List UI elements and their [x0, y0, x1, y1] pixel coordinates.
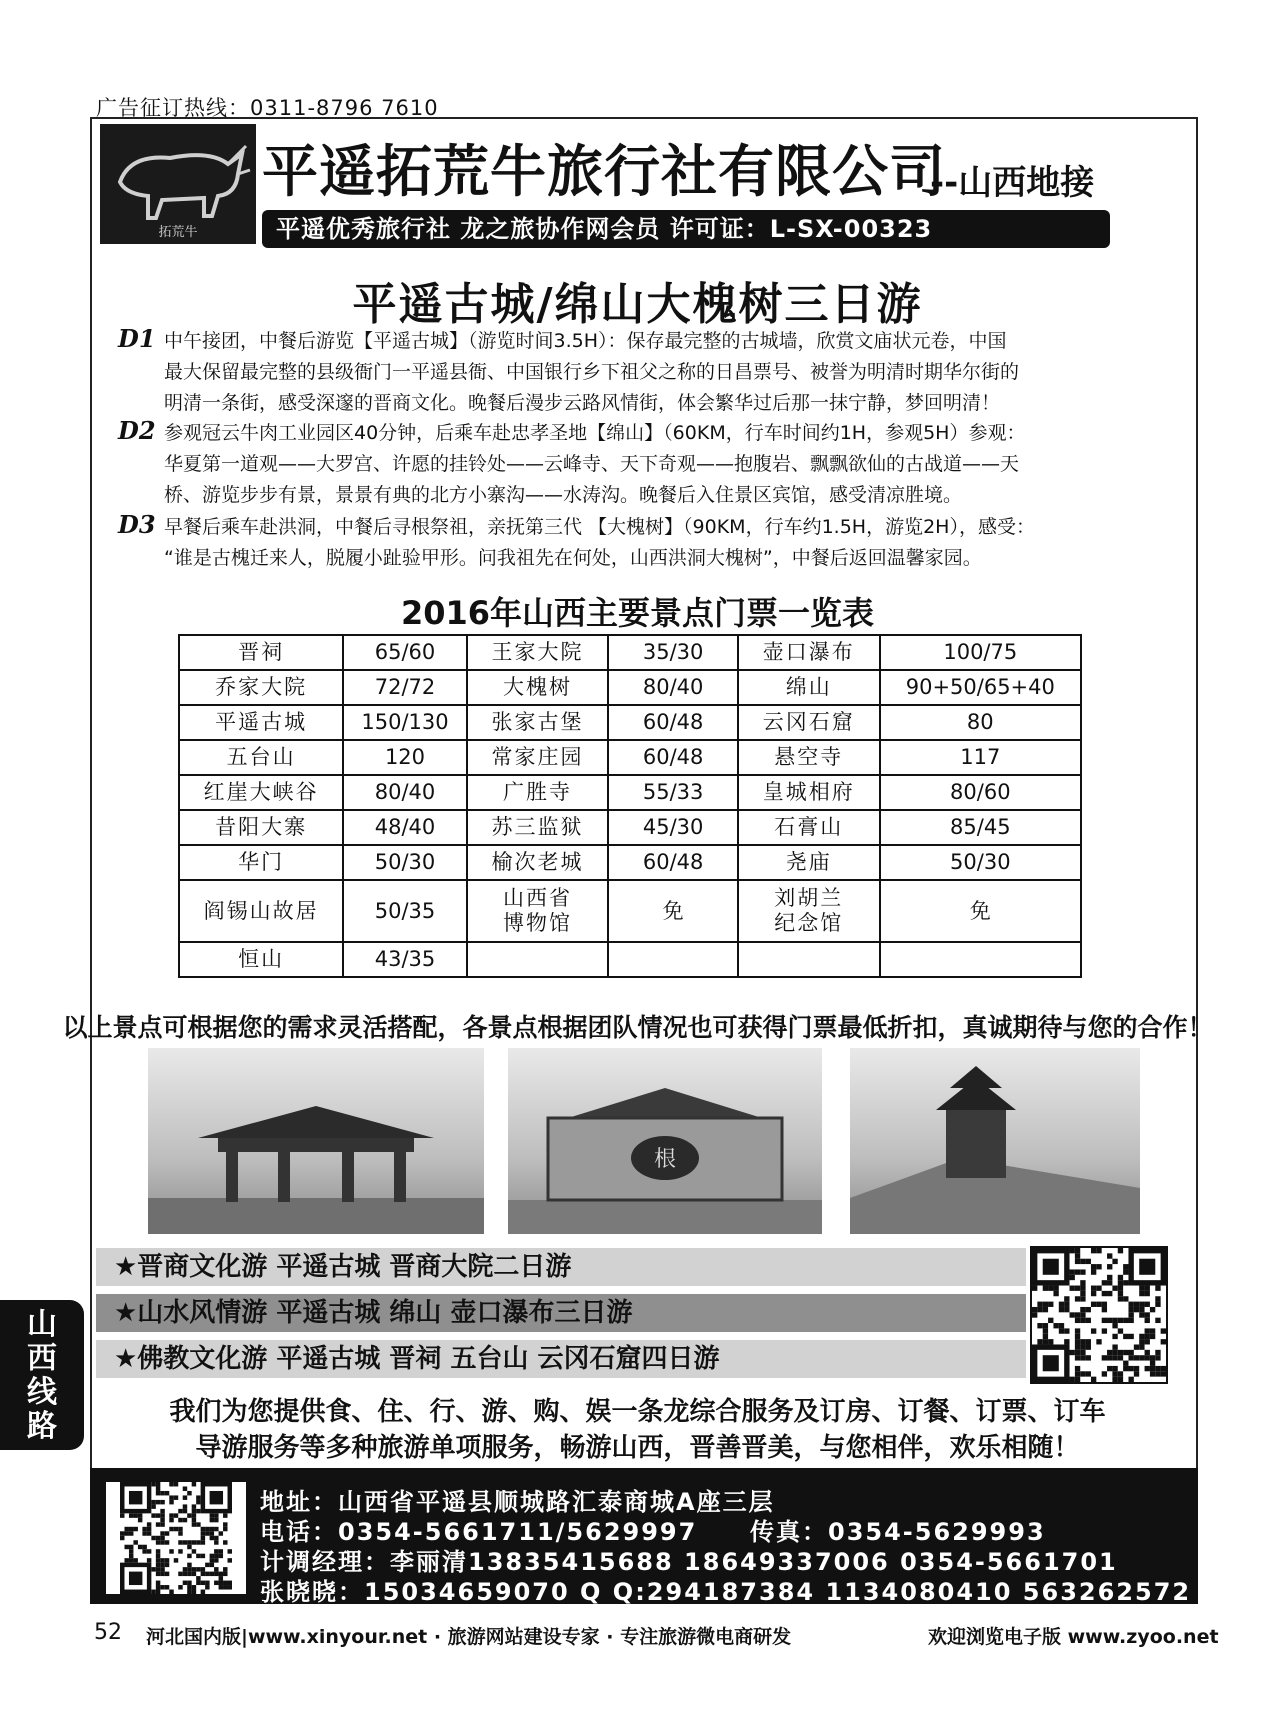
attraction-name: 华门: [179, 845, 343, 880]
ticket-price: 80: [880, 705, 1081, 740]
day-3-itinerary: [118, 512, 1178, 574]
tour-title: 平遥古城/绵山大槐树三日游: [352, 279, 923, 330]
ticket-price: 80/60: [880, 775, 1081, 810]
attraction-name: 阎锡山故居: [179, 880, 343, 942]
attraction-name: 张家古堡: [467, 705, 609, 740]
attraction-name: 大槐树: [467, 670, 609, 705]
attraction-name: 恒山: [179, 942, 343, 977]
ticket-price: 免: [608, 880, 737, 942]
attraction-name: 云冈石窟: [738, 705, 880, 740]
contact-fax: 传真：0354-5629993: [750, 1518, 1046, 1546]
qr-code-icon: [1030, 1246, 1168, 1384]
ticket-price: [608, 942, 737, 977]
attraction-name: 山西省 博物馆: [467, 880, 609, 942]
table-row: [179, 775, 1081, 810]
day-line: 桥、游览步步有景，景景有典的北方小寨沟——水涛沟。晚餐后入住景区宾馆，感受清凉胜境。: [164, 484, 963, 506]
logo-caption: 拓荒牛: [158, 225, 198, 240]
day-tag: D2: [118, 416, 156, 445]
svg-text:根: 根: [653, 1147, 677, 1172]
attraction-name: [467, 942, 609, 977]
day-line: 华夏第一道观——大罗宫、许愿的挂铃处——云峰寺、天下奇观——抱腹岩、飘飘欲仙的古战道——天: [164, 453, 1020, 475]
ticket-price: 80/40: [608, 670, 737, 705]
attraction-name: 昔阳大寨: [179, 810, 343, 845]
attraction-name: 皇城相府: [738, 775, 880, 810]
attraction-name: 刘胡兰 纪念馆: [738, 880, 880, 942]
tab-char: 山: [27, 1307, 57, 1342]
ticket-price: 60/48: [608, 740, 737, 775]
ticket-price: 60/48: [608, 705, 737, 740]
attraction-name: 红崖大峡谷: [179, 775, 343, 810]
ticket-price: 60/48: [608, 845, 737, 880]
day-line: 参观冠云牛肉工业园区40分钟，后乘车赴忠孝圣地【绵山】（60KM，行车时间约1H，参观5H）参观：: [164, 422, 1026, 444]
ticket-price: 90+50/65+40: [880, 670, 1081, 705]
footer-ebook-link[interactable]: 欢迎浏览电子版 www.zyoo.net: [928, 1626, 1219, 1648]
table-row: [179, 845, 1081, 880]
tab-char: 线: [27, 1375, 57, 1410]
section-tab-shanxi-routes: [0, 1300, 84, 1450]
contact-manager: 计调经理：李丽清13835415688 18649337006 0354-5661701: [260, 1548, 1118, 1576]
table-row: [179, 635, 1081, 670]
day-line: 明清一条街，感受深邃的晋商文化。晚餐后漫步云路风情街，体会繁华过后那一抹宁静，梦回明清！: [164, 392, 1001, 414]
attraction-name: 晋祠: [179, 635, 343, 670]
tab-char: 路: [27, 1409, 57, 1444]
ticket-price: 55/33: [608, 775, 737, 810]
route-buddhist-culture-tour: ★佛教文化游 平遥古城 晋祠 五台山 云冈石窟四日游: [96, 1340, 1026, 1378]
service-line: 我们为您提供食、住、行、游、购、娱一条龙综合服务及订房、订餐、订票、订车: [169, 1397, 1106, 1427]
attraction-name: 壶口瀑布: [738, 635, 880, 670]
bull-icon: [100, 124, 256, 224]
attraction-name: 常家庄园: [467, 740, 609, 775]
service-line: 导游服务等多种旅游单项服务，畅游山西，晋善晋美，与您相伴，欢乐相随！: [195, 1433, 1080, 1463]
service-statement: [0, 1394, 1275, 1466]
combination-note: 以上景点可根据您的需求灵活搭配，各景点根据团队情况也可获得门票最低折扣，真诚期待与您的合作！: [62, 1013, 1213, 1042]
attraction-name: 石膏山: [738, 810, 880, 845]
ticket-price: 150/130: [343, 705, 466, 740]
attraction-name: 榆次老城: [467, 845, 609, 880]
page-number: 52: [94, 1620, 122, 1645]
day-line: 早餐后乘车赴洪洞，中餐后寻根祭祖，亲抚第三代 【大槐树】（90KM，行车约1.5H，游览2H），感受：: [164, 516, 1035, 538]
ticket-price: 65/60: [343, 635, 466, 670]
bull-logo: [100, 124, 256, 244]
ticket-price: 85/45: [880, 810, 1081, 845]
memorial-archway-photo: [148, 1048, 484, 1234]
attraction-name: 悬空寺: [738, 740, 880, 775]
ticket-price: 45/30: [608, 810, 737, 845]
ticket-price: 50/30: [880, 845, 1081, 880]
ticket-price: 50/30: [343, 845, 466, 880]
ticket-price: 50/35: [343, 880, 466, 942]
attraction-name: 平遥古城: [179, 705, 343, 740]
ticket-price: [880, 942, 1081, 977]
company-suffix: --山西地接: [930, 163, 1095, 203]
root-gate-photo: [508, 1048, 822, 1234]
contact-panel: [90, 1468, 1198, 1604]
contact-address: 地址：山西省平遥县顺城路汇泰商城A座三层: [260, 1488, 775, 1516]
attraction-name: 苏三监狱: [467, 810, 609, 845]
attraction-name: [738, 942, 880, 977]
table-row: [179, 942, 1081, 977]
ticket-price: 免: [880, 880, 1081, 942]
ticket-price: 120: [343, 740, 466, 775]
contact-staff: 张晓晓：15034659070 Q Q:294187384 1134080410 563262572: [260, 1578, 1192, 1606]
attraction-name: 乔家大院: [179, 670, 343, 705]
ticket-price-table: [178, 634, 1082, 978]
attraction-name: 绵山: [738, 670, 880, 705]
day-line: 中午接团，中餐后游览【平遥古城】（游览时间3.5H）：保存最完整的古城墙，欣赏文庙状元卷，中国: [164, 330, 1007, 352]
tab-char: 西: [27, 1341, 57, 1376]
route-jinshang-culture-tour: ★晋商文化游 平遥古城 晋商大院二日游: [96, 1248, 1026, 1286]
table-row: [179, 810, 1081, 845]
ticket-table-title: 2016年山西主要景点门票一览表: [400, 594, 875, 632]
day-tag: D3: [118, 510, 156, 539]
attraction-name: 尧庙: [738, 845, 880, 880]
attraction-name: 王家大院: [467, 635, 609, 670]
ad-hotline: 广告征订热线：0311-8796 7610: [96, 96, 439, 120]
day-line: “谁是古槐迁来人，脱履小趾验甲形。问我祖先在何处，山西洪洞大槐树”，中餐后返回温馨家园。: [164, 547, 982, 569]
ticket-price: 48/40: [343, 810, 466, 845]
table-row: [179, 740, 1081, 775]
table-row: [179, 670, 1081, 705]
ticket-price: 117: [880, 740, 1081, 775]
ticket-price: 100/75: [880, 635, 1081, 670]
credential-bar: 平遥优秀旅行社 龙之旅协作网会员 许可证：L-SX-00323: [262, 210, 1110, 248]
ticket-price: 35/30: [608, 635, 737, 670]
wechat-qr-code-icon: [106, 1482, 246, 1594]
route-landscape-tour: ★山水风情游 平遥古城 绵山 壶口瀑布三日游: [96, 1294, 1026, 1332]
footer-publication: 河北国内版|www.xinyour.net · 旅游网站建设专家 · 专注旅游微电商研发: [146, 1626, 792, 1648]
attraction-name: 广胜寺: [467, 775, 609, 810]
company-name: 平遥拓荒牛旅行社有限公司: [262, 140, 946, 205]
attraction-name: 五台山: [179, 740, 343, 775]
table-row: [179, 880, 1081, 942]
day-line: 最大保留最完整的县级衙门一平遥县衙、中国银行乡下祖父之称的日昌票号、被誉为明清时期华尔街的: [164, 361, 1020, 383]
table-row: [179, 705, 1081, 740]
day-2-itinerary: [118, 418, 1178, 511]
ticket-price: 43/35: [343, 942, 466, 977]
city-wall-tower-photo: [850, 1048, 1140, 1234]
day-1-itinerary: [118, 326, 1178, 419]
ticket-price: 72/72: [343, 670, 466, 705]
ticket-price: 80/40: [343, 775, 466, 810]
day-tag: D1: [118, 324, 156, 353]
contact-phone: 电话：0354-5661711/5629997: [260, 1518, 698, 1546]
